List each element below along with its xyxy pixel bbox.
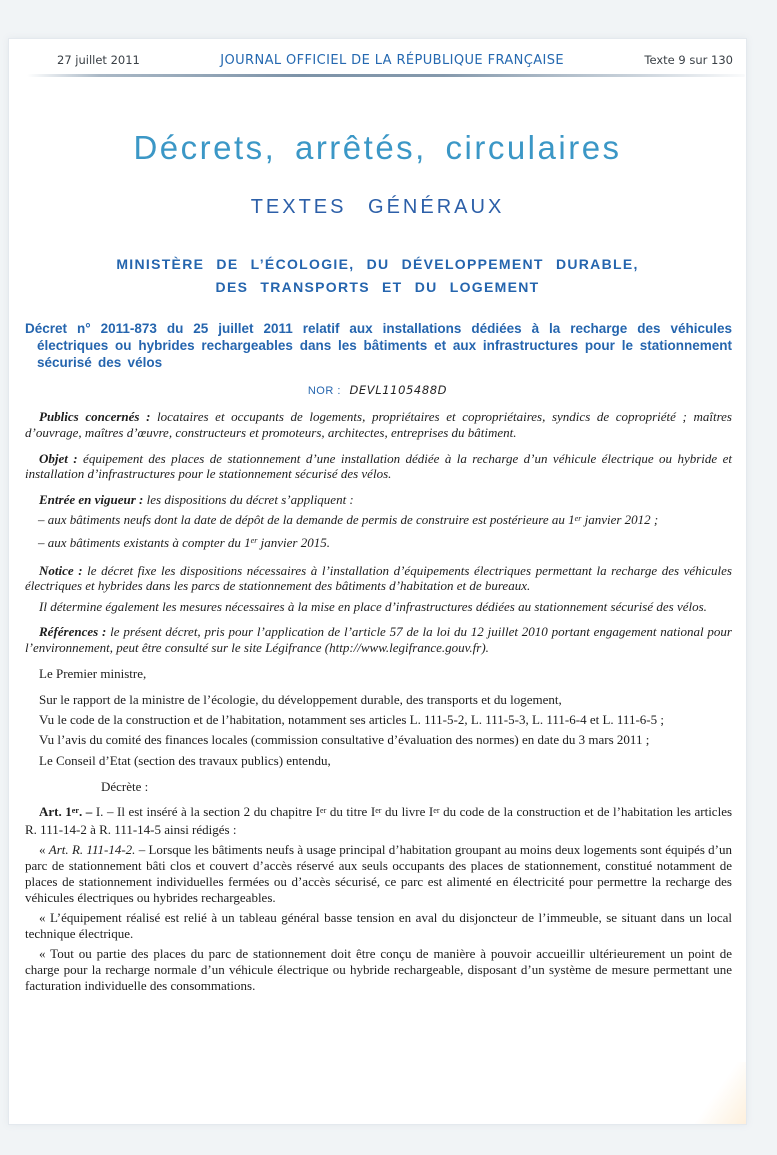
text-reference: Texte 9 sur 130 <box>644 53 733 67</box>
text-run: janvier 2015. <box>257 534 330 550</box>
text-run: Objet : <box>39 450 78 466</box>
paragraph <box>25 753 732 769</box>
text-run: janvier 2012 ; <box>581 512 659 528</box>
paragraph <box>25 599 732 615</box>
page-corner-fold <box>694 1062 746 1124</box>
text-run: du code de la construction et de l’habitation les articles R. 111-14-2 à R. 111-14-5 ainsi rédigés : <box>25 804 733 838</box>
text-run: – aux bâtiments existants à compter du 1 <box>38 534 251 550</box>
nor-value: DEVL1105488D <box>349 383 448 397</box>
text-run: Il détermine également les mesures nécessaires à la mise en place d’infrastructures dédiées au stationnement sécurisé des vélos. <box>39 598 707 614</box>
text-run: er <box>433 805 440 815</box>
text-run: le présent décret, pris pour l’application de l’article 57 de la loi du 12 juillet 2010 portant engagement national pour l’environnement, peut être consulté sur le site Légifrance (http://www.legifrance.gouv.fr). <box>25 624 732 656</box>
paragraph <box>25 712 732 728</box>
text-run: du titre I <box>326 804 376 820</box>
journal-title: JOURNAL OFFICIEL DE LA RÉPUBLIQUE FRANÇAISE <box>220 53 565 68</box>
paragraph <box>25 512 732 530</box>
text-run: « <box>39 842 49 858</box>
text-run: Vu l’avis du comité des finances locales (commission consultative d’évaluation des normes) en date du 3 mars 2011 ; <box>39 732 650 748</box>
text-run: er <box>320 805 327 815</box>
text-run: Notice : <box>39 562 83 578</box>
text-run: I. – Il est inséré à la section 2 du chapitre I <box>95 804 321 820</box>
main-title: Décrets, arrêtés, circulaires <box>133 129 622 166</box>
text-run: locataires et occupants de logements, propriétaires et copropriétaires, syndics de copropriété ; maîtres d’ouvrage, maîtres d’œuvre, constructeurs et promoteurs, architectes, entreprises du bâtiment. <box>25 409 732 440</box>
ministry-line2: DES TRANSPORTS ET DU LOGEMENT <box>215 279 540 295</box>
text-run: er <box>250 536 258 546</box>
text-run: Le Premier ministre, <box>39 666 147 682</box>
text-run: – Lorsque les bâtiments neufs à usage principal d’habitation groupant au moins deux logements sont équipés d’un parc de stationnement bâti clos et couvert d’accès réservé aux seuls occupants des places de stationnement, constitué notamment de places de stationnement individuelles fermées ou d’accès sécurisé, ce parc est alimenté en électricité pour permettre la recharge des véhicules électriques ou hybrides rechargeables. <box>25 842 733 905</box>
paragraph <box>25 535 732 553</box>
paragraph <box>25 946 732 993</box>
text-run: Art. 1 <box>39 804 72 820</box>
paragraph <box>25 624 732 656</box>
text-run: Sur le rapport de la ministre de l’écologie, du développement durable, des transports et du logement, <box>39 691 562 707</box>
paragraph <box>25 842 732 905</box>
text-run: Entrée en vigueur : <box>39 492 144 508</box>
header-date: 27 juillet 2011 <box>57 53 140 67</box>
ministry-line1: MINISTÈRE DE L’ÉCOLOGIE, DU DÉVELOPPEMENT DURABLE, <box>116 256 639 272</box>
paragraph <box>25 666 732 682</box>
body-paragraphs <box>25 409 732 994</box>
text-run: Vu le code de la construction et de l’habitation, notamment ses articles L. 111-5-2, L. 111-5-3, L. 111-6-4 et L. 111-6-5 ; <box>39 712 664 728</box>
paragraph <box>25 409 732 441</box>
text-run: du livre I <box>381 804 434 820</box>
page-header <box>9 39 746 68</box>
paragraph <box>25 492 732 508</box>
paragraph <box>25 732 732 748</box>
paragraph <box>25 692 732 708</box>
nor-line <box>9 383 746 397</box>
ministry-heading <box>9 253 746 299</box>
text-run: Décrète : <box>101 778 149 794</box>
text-run: er <box>375 805 382 815</box>
text-run: . – <box>78 804 96 820</box>
text-run: « L’équipement réalisé est relié à un tableau général basse tension en aval du disjoncteur de l’immeuble, se situant dans un local technique électrique. <box>25 910 732 941</box>
journal-page <box>8 38 747 1125</box>
nor-label: NOR : <box>307 385 341 397</box>
text-run: le décret fixe les dispositions nécessaires à l’installation d’équipements électriques permettant la recharge des véhicules électriques et hybrides dans les parcs de stationnement des bâtiments d’habitation et de bureaux. <box>25 562 732 594</box>
paragraph <box>25 804 732 838</box>
text-run: « Tout ou partie des places du parc de stationnement doit être conçu de manière à pouvoir accueillir ultérieurement un point de charge pour la recharge normale d’un véhicule électrique ou hybride rechargeable, disposant d’un système de mesure permettant une facturation individuelle des consommations. <box>25 946 732 993</box>
text-run: Publics concernés : <box>39 409 151 424</box>
text-run: er <box>574 513 582 523</box>
text-run: équipement des places de stationnement d’une installation dédiée à la recharge d’un véhicule électrique ou hybride et installation d’infrastructures pour le stationnement sécurisé des vélos. <box>25 450 732 482</box>
text-run: les dispositions du décret s’appliquent : <box>143 492 354 508</box>
paragraph <box>25 779 732 795</box>
header-rule <box>27 74 745 77</box>
paragraph <box>25 451 732 483</box>
text-run: – aux bâtiments neufs dont la date de dépôt de la demande de permis de construire est postérieure au 1 <box>38 512 575 528</box>
text-run: Art. R. 111-14-2. <box>48 842 136 858</box>
text-run: Le Conseil d’Etat (section des travaux publics) entendu, <box>39 752 331 768</box>
paragraph <box>25 563 732 595</box>
section-title: TEXTES GÉNÉRAUX <box>250 196 505 218</box>
decree-title: Décret n° 2011-873 du 25 juillet 2011 relatif aux installations dédiées à la recharge des véhicules électriques ou hybrides rechargeables dans les bâtiments et aux infrastructures pour le stationnement sécurisé des vélos <box>25 321 732 370</box>
text-run: Références : <box>39 624 107 640</box>
text-run: er <box>71 805 79 815</box>
paragraph <box>25 910 732 942</box>
